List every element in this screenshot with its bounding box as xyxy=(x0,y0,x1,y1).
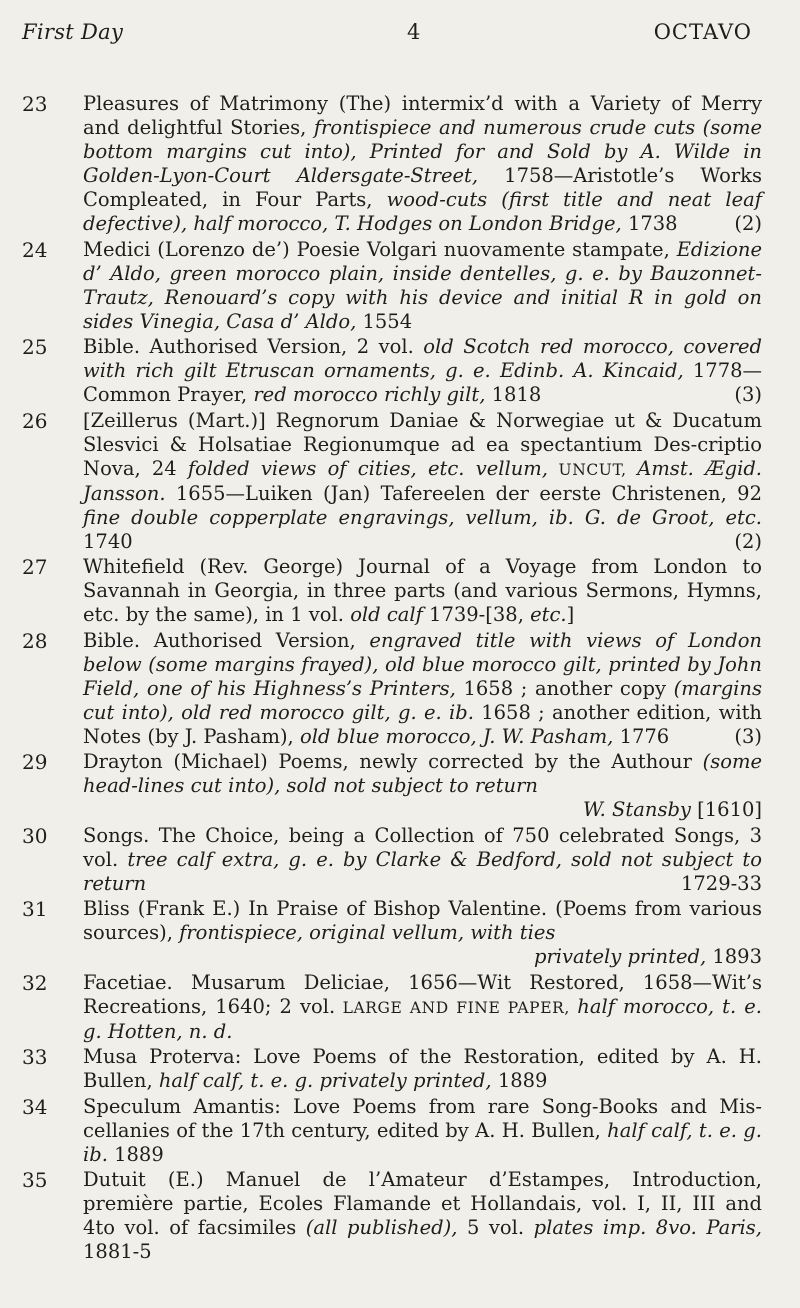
lot-count: (2) xyxy=(734,212,762,235)
lot-text-run: 1818 xyxy=(485,383,542,406)
lot-text-run: 1658 ; another edition, with Notes (by J. Pasham), xyxy=(83,700,762,748)
lot-number: 34 xyxy=(22,1094,48,1119)
lot-text-run: Edizione d’ Aldo, green morocco plain, inside dentelles, g. e. by Bauzonnet-Trautz, Renouard’s copy with his device and initial R in gold on sides Vinegia, Casa d’ Aldo, xyxy=(83,237,762,333)
lot-description xyxy=(83,629,762,749)
lot-text-run: 1738 xyxy=(621,212,678,235)
lot-text-run: old blue morocco, J. W. Pasham, xyxy=(299,724,614,748)
lot-text-run: 1554 xyxy=(356,309,413,333)
lot-description xyxy=(83,971,762,1044)
lot-count: 1729-33 xyxy=(680,871,762,895)
lot-text-run: frontispiece, original vellum, with ties xyxy=(179,921,556,944)
lot-number: 30 xyxy=(22,823,48,848)
lot-entry xyxy=(22,238,762,334)
lot-count: (2) xyxy=(734,529,762,553)
lot-imprint xyxy=(83,945,762,969)
lot-count: (3) xyxy=(734,383,762,406)
lot-entry xyxy=(22,92,762,236)
page-header xyxy=(22,20,752,52)
lot-number: 31 xyxy=(22,897,48,921)
lot-description xyxy=(83,409,762,554)
lot-number: 27 xyxy=(22,555,48,579)
lot-text-run: 1758—Aristotle’s Works Compleated, in Four Parts, xyxy=(83,164,763,211)
lot-text-run: Whitefield (Rev. George) Journal of a Voyage from London to Savannah in Georgia, in three parts (and various Sermons, Hymns, etc. by the same), in 1 vol. xyxy=(83,555,762,626)
lot-text-run: 1889 xyxy=(491,1069,548,1092)
lot-number: 24 xyxy=(22,237,48,262)
lot-number: 25 xyxy=(22,335,48,359)
lot-list xyxy=(22,92,762,1266)
lot-text-run: 5 vol. xyxy=(457,1216,534,1239)
lot-entry xyxy=(22,555,762,627)
lot-text-run: ] xyxy=(566,603,575,626)
lot-count: (3) xyxy=(734,724,762,748)
lot-text-run: plates imp. 8vo. Paris, xyxy=(533,1216,762,1239)
lot-description xyxy=(83,92,762,236)
lot-text-run: W. Stansby xyxy=(583,798,691,821)
lot-entry xyxy=(22,335,762,407)
lot-text-run: [1610] xyxy=(690,798,762,821)
lot-description xyxy=(83,750,762,822)
lot-text-run: Medici (Lorenzo de’) Poesie Volgari nuovamente stampate, xyxy=(83,237,677,261)
lot-text-run: Pleasures of Matrimony (The) intermix’d with a Variety of Merry and delightful Stories, xyxy=(83,92,762,139)
lot-text-run: 1740 xyxy=(83,529,133,553)
lot-text-run: Speculum Amantis: Love Poems from rare Song-Books and Mis-cellanies of the 17th century, edited by A. H. Bullen, xyxy=(83,1094,762,1142)
lot-text-run: fine double copperplate engravings, vellum, ib. G. de Groot, etc. xyxy=(83,505,762,529)
lot-entry xyxy=(22,1095,762,1167)
lot-description xyxy=(83,335,762,407)
lot-text-run: Bible. Authorised Version, xyxy=(83,628,370,652)
lot-text-run: 1889 xyxy=(107,1142,164,1166)
lot-entry xyxy=(22,409,762,554)
lot-text-run: LARGE AND FINE PAPER, xyxy=(335,998,578,1017)
lot-text-run: (some head-lines cut into), sold not subject to return xyxy=(83,750,762,797)
header-day: First Day xyxy=(22,20,124,44)
lot-text-run: folded views of cities, etc. vellum, xyxy=(187,456,548,480)
lot-description xyxy=(83,1168,762,1264)
lot-text-run: UNCUT, xyxy=(547,460,638,479)
lot-text-run: Bible. Authorised Version, 2 vol. xyxy=(83,335,424,358)
lot-entry xyxy=(22,1168,762,1264)
header-format: OCTAVO xyxy=(653,20,752,44)
lot-number: 33 xyxy=(22,1045,48,1069)
lot-text-run: 1658 ; another copy xyxy=(455,676,674,700)
lot-imprint xyxy=(83,798,762,822)
lot-text-run: Drayton (Michael) Poems, newly corrected by the Authour xyxy=(83,750,703,773)
lot-text-run: tree calf extra, g. e. by Clarke & Bedford, sold not subject to return xyxy=(83,847,763,895)
lot-text-run: 1739-[38, xyxy=(422,603,531,626)
lot-description xyxy=(83,1095,762,1167)
lot-number: 23 xyxy=(22,92,48,116)
lot-number: 32 xyxy=(22,970,48,995)
lot-text-run: privately printed, xyxy=(534,945,707,968)
lot-entry xyxy=(22,824,762,896)
lot-description xyxy=(83,897,762,969)
lot-description xyxy=(83,555,762,627)
lot-number: 35 xyxy=(22,1168,48,1192)
lot-text-run: (margins cut into), old red morocco gilt, g. e. ib. xyxy=(83,676,762,724)
lot-text-run: half calf, t. e. g. privately printed, xyxy=(158,1069,492,1092)
lot-text-run: wood-cuts (first title and neat leaf defective), half morocco, T. Hodges on London Bridge, xyxy=(83,188,762,235)
lot-text-run: Facetiae. Musarum Deliciae, 1656—Wit Restored, 1658—Wit’s Recreations, 1640; 2 vol. xyxy=(83,970,762,1018)
lot-text-run: old calf xyxy=(350,603,423,626)
lot-text-run: half morocco, t. e. g. Hotten, n. d. xyxy=(83,994,762,1043)
lot-text-run: 1778—Common Prayer, xyxy=(83,359,763,406)
lot-entry xyxy=(22,1045,762,1093)
lot-text-run: (all published), xyxy=(305,1216,458,1239)
lot-text-run: Dutuit (E.) Manuel de l’Amateur d’Estampes, Introduction, première partie, Ecoles Flamande et Hollandais, vol. I, II, III and 4to vol. of facsimiles xyxy=(83,1168,762,1239)
lot-entry xyxy=(22,971,762,1044)
lot-number: 28 xyxy=(22,628,48,653)
lot-text-run: old Scotch red morocco, covered with rich gilt Etruscan ornaments, g. e. Edinb. A. Kincaid, xyxy=(83,335,762,382)
lot-description xyxy=(83,1045,762,1093)
lot-number: 29 xyxy=(22,750,48,774)
lot-text-run: Songs. The Choice, being a Collection of 750 celebrated Songs, 3 vol. xyxy=(83,823,762,871)
lot-entry xyxy=(22,750,762,822)
lot-description xyxy=(83,824,762,896)
lot-text-run: 1893 xyxy=(706,945,762,968)
lot-text-run: frontispiece and numerous crude cuts (some bottom margins cut into), Printed for and Sold by A. Wilde in Golden-Lyon-Court Aldersgate-Street, xyxy=(83,116,762,187)
lot-text-run: 1881-5 xyxy=(83,1240,152,1263)
lot-text-run: Bliss (Frank E.) In Praise of Bishop Valentine. (Poems from various sources), xyxy=(83,897,762,944)
lot-text-run: half calf, t. e. g. ib. xyxy=(83,1118,762,1166)
lot-text-run: engraved title with views of London below (some margins frayed), old blue morocco gilt, printed by John Field, one of his Highness’s Printers, xyxy=(83,628,762,700)
lot-text-run: 1776 xyxy=(613,724,670,748)
lot-entry xyxy=(22,629,762,749)
lot-text-run: Amst. Ægid. Jansson. xyxy=(83,456,762,505)
lot-text-run: Musa Proterva: Love Poems of the Restoration, edited by A. H. Bullen, xyxy=(83,1045,762,1092)
lot-number: 26 xyxy=(22,408,48,433)
lot-text-run: etc. xyxy=(530,603,567,626)
lot-text-run: 1655—Luiken (Jan) Tafereelen der eerste Christenen, 92 xyxy=(165,481,762,505)
header-page-number: 4 xyxy=(407,20,421,44)
lot-entry xyxy=(22,897,762,969)
lot-description xyxy=(83,238,762,334)
lot-text-run: red morocco richly gilt, xyxy=(253,383,486,406)
lot-text-run: [Zeillerus (Mart.)] Regnorum Daniae & Norwegiae ut & Ducatum Slesvici & Holsatiae Regionumque ad ea spectantium Des-criptio Nova, 24 xyxy=(83,408,762,480)
